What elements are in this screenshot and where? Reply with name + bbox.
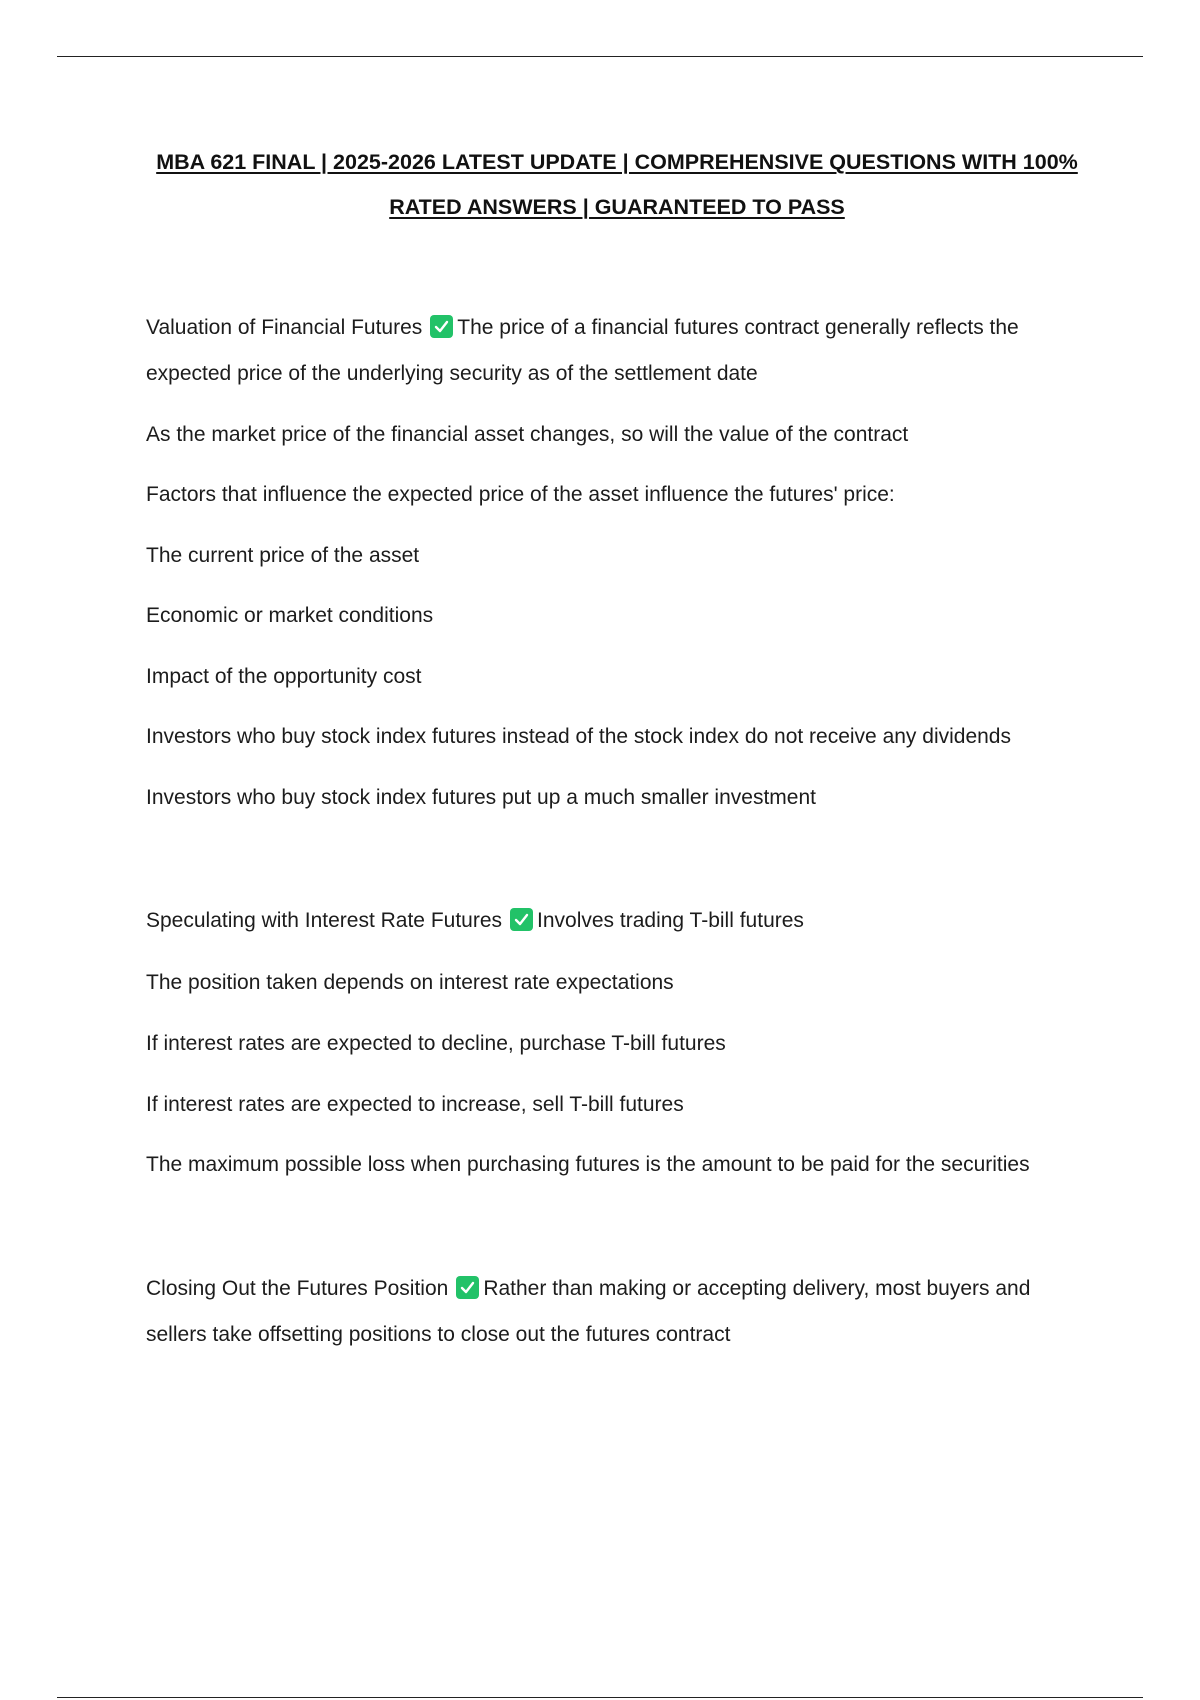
- page-bottom-rule: [57, 1697, 1143, 1698]
- answer-continuation: expected price of the underlying security as of the settlement date: [146, 362, 758, 385]
- list-item: If interest rates are expected to decline, purchase T-bill futures: [146, 1032, 726, 1055]
- answer-text: Rather than making or accepting delivery, most buyers and: [483, 1277, 1031, 1300]
- qa-item-speculating: [146, 906, 1086, 936]
- list-item: Impact of the opportunity cost: [146, 665, 422, 688]
- list-item: Investors who buy stock index futures put up a much smaller investment: [146, 786, 816, 809]
- answer-continuation: sellers take offsetting positions to close out the futures contract: [146, 1323, 731, 1346]
- list-item: The maximum possible loss when purchasing futures is the amount to be paid for the securities: [146, 1153, 1030, 1176]
- term-label: Speculating with Interest Rate Futures: [146, 909, 503, 932]
- answer-text: Involves trading T-bill futures: [537, 909, 804, 932]
- title-line-2: RATED ANSWERS | GUARANTEED TO PASS: [389, 195, 845, 219]
- list-item: The current price of the asset: [146, 544, 420, 567]
- page-top-rule: [57, 56, 1143, 57]
- document-title: [0, 140, 1200, 230]
- list-item: Investors who buy stock index futures instead of the stock index do not receive any dividends: [146, 725, 1011, 748]
- list-item: If interest rates are expected to increase, sell T-bill futures: [146, 1093, 684, 1116]
- list-item: As the market price of the financial asset changes, so will the value of the contract: [146, 423, 909, 446]
- list-item: The position taken depends on interest rate expectations: [146, 971, 674, 994]
- checkmark-icon: [456, 1276, 479, 1299]
- list-item: Factors that influence the expected price of the asset influence the futures' price:: [146, 483, 895, 506]
- title-line-1: MBA 621 FINAL | 2025-2026 LATEST UPDATE | COMPREHENSIVE QUESTIONS WITH 100%: [156, 150, 1078, 174]
- checkmark-icon: [510, 908, 533, 931]
- answer-text: The price of a financial futures contract generally reflects the: [457, 316, 1019, 339]
- term-label: Closing Out the Futures Position: [146, 1277, 449, 1300]
- qa-item-closing-out: [146, 1274, 1086, 1304]
- list-item: Economic or market conditions: [146, 604, 434, 627]
- checkmark-icon: [430, 315, 453, 338]
- qa-item-valuation: [146, 313, 1086, 343]
- term-label: Valuation of Financial Futures: [146, 316, 423, 339]
